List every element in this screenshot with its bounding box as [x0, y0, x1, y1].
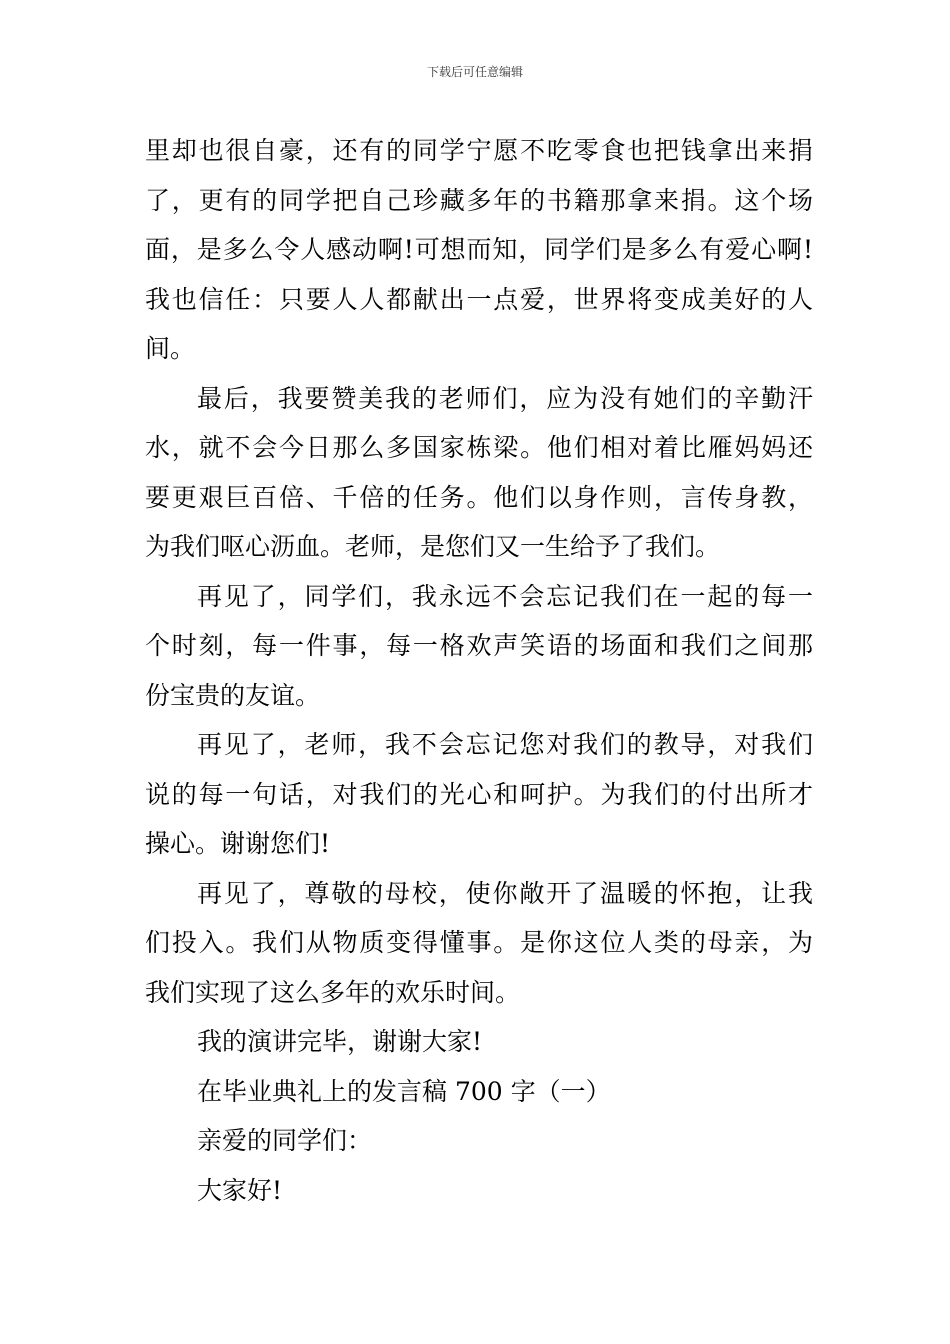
text-line: 再见了，尊敬的母校，使你敞开了温暖的怀抱，让我 — [197, 878, 813, 908]
paragraph — [145, 720, 813, 869]
text-line: 最后，我要赞美我的老师们，应为没有她们的辛勤汗 — [197, 383, 813, 413]
text-line: 亲爱的同学们： — [197, 1126, 373, 1155]
text-line: 再见了，同学们，我永远不会忘记我们在一起的每一 — [197, 581, 813, 611]
text-line: 操心。谢谢您们! — [145, 829, 331, 858]
text-line: 水，就不会今日那么多国家栋梁。他们相对着比雁妈妈还 — [145, 433, 813, 462]
text-line: 间。 — [145, 334, 196, 363]
text-line: 要更艰巨百倍、千倍的任务。他们以身作则，言传身教， — [145, 482, 813, 512]
text-line: 说的每一句话，对我们的光心和呵护。为我们的付出所才 — [145, 779, 813, 809]
text-line: 再见了，老师，我不会忘记您对我们的教导，对我们 — [197, 730, 813, 759]
paragraph — [145, 869, 813, 1018]
text-line: 里却也很自豪，还有的同学宁愿不吃零食也把钱拿出来捐 — [145, 136, 813, 165]
page-header-note: 下载后可任意编辑 — [426, 65, 523, 79]
text-line: 面，是多么令人感动啊!可想而知，同学们是多么有爱心啊! — [145, 235, 813, 264]
text-line: 为我们呕心沥血。老师，是您们又一生给予了我们。 — [145, 532, 721, 561]
salutation — [145, 1116, 813, 1166]
text-line: 大家好! — [197, 1175, 283, 1205]
paragraph — [145, 572, 813, 721]
text-line: 我也信任：只要人人都献出一点爱，世界将变成美好的人 — [145, 284, 813, 314]
paragraph — [145, 374, 813, 572]
text-line: 了，更有的同学把自己珍藏多年的书籍那拿来捐。这个场 — [145, 185, 813, 215]
text-line: 个时刻，每一件事，每一格欢声笑语的场面和我们之间那 — [145, 631, 813, 660]
text-line: 们投入。我们从物质变得懂事。是你这位人类的母亲，为 — [145, 928, 813, 957]
document-body — [145, 126, 813, 1215]
closing-line — [145, 1017, 813, 1067]
text-line: 份宝贵的友谊。 — [145, 680, 321, 710]
paragraph — [145, 126, 813, 374]
text-line: 我的演讲完毕，谢谢大家! — [197, 1027, 483, 1056]
greeting — [145, 1166, 813, 1216]
text-line: 我们实现了这么多年的欢乐时间。 — [145, 977, 521, 1007]
text-line: 在毕业典礼上的发言稿 700 字（一） — [197, 1076, 611, 1106]
speech-title — [145, 1067, 813, 1117]
